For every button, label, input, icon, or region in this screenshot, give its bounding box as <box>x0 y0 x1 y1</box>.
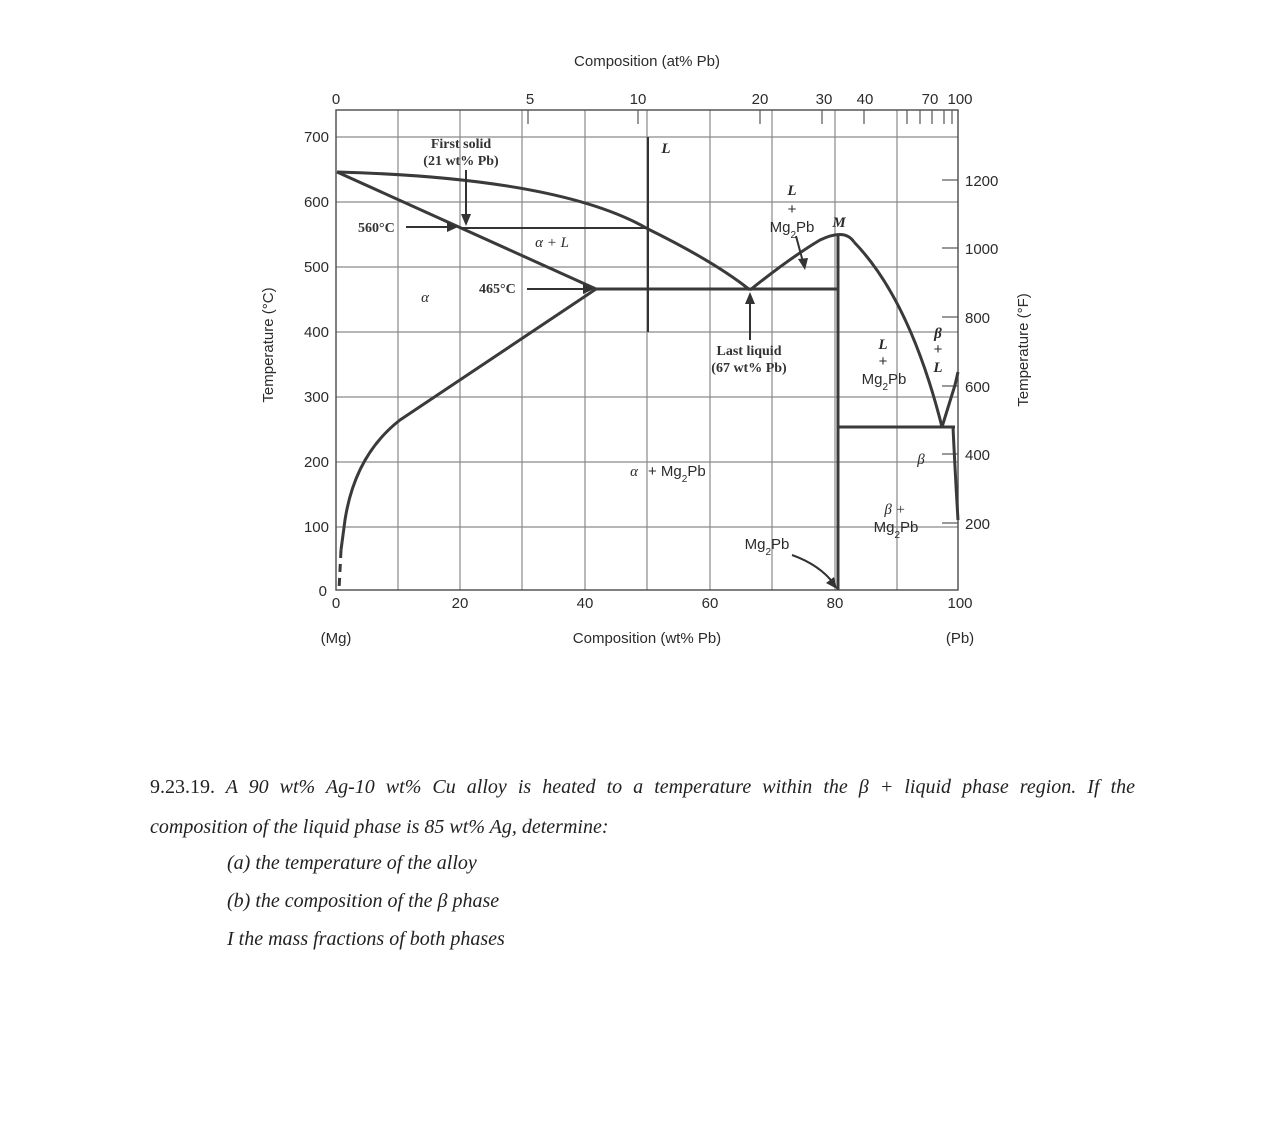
top-tick-label: 10 <box>629 91 647 108</box>
liquid-vertical-label: L <box>933 360 943 376</box>
mg2pb-mid-label: $Mg_2Pb$ <box>769 219 815 241</box>
region-labels <box>358 137 943 558</box>
alpha-mg2pb-compound: + $Mg_2Pb$ <box>648 463 706 485</box>
plus-vertical-label: + <box>933 341 943 358</box>
right-axis-title: Temperature (°F) <box>1015 293 1032 407</box>
bottom-tick-label: 100 <box>947 595 973 612</box>
left-tick-label: 600 <box>303 194 329 211</box>
top-tick-label: 0 <box>331 91 341 108</box>
left-axis-title: Temperature (°C) <box>260 287 277 403</box>
problem-part-c: I the mass fractions of both phases <box>227 928 505 950</box>
last-liquid-composition: (67 wt% Pb) <box>711 361 787 376</box>
alpha-mg2pb-alpha: α <box>630 464 638 480</box>
right-tick-label: 200 <box>965 516 991 533</box>
arrow-last-liquid-head <box>745 292 755 304</box>
plus-mid-label: + <box>787 201 797 218</box>
temperature-465-label: 465°C <box>479 282 516 297</box>
bottom-tick-label: 0 <box>331 595 341 612</box>
left-tick-label: 300 <box>303 389 329 406</box>
left-tick-label: 700 <box>303 129 329 146</box>
arrow-L-mg2pb <box>796 236 803 262</box>
end-label-mg: (Mg) <box>320 630 352 647</box>
alpha-region-label: α <box>421 290 429 306</box>
arrow-L-mg2pb-head <box>798 258 808 270</box>
beta-vertical-label: β <box>934 326 942 342</box>
beta-liquidus <box>942 372 958 427</box>
beta-solvus <box>953 427 958 520</box>
solvus-alpha <box>341 289 596 550</box>
liquid-right-label: L <box>878 337 888 353</box>
temperature-560-label: 560°C <box>358 221 395 236</box>
bottom-tick-label: 40 <box>576 595 594 612</box>
plus-right-label: + <box>878 353 888 370</box>
liquid-region-label: L <box>661 141 671 157</box>
problem-part-b: (b) the composition of the β phase <box>227 890 500 912</box>
beta-mg2pb-compound: $Mg_2Pb$ <box>873 519 919 541</box>
top-tick-labels <box>332 91 973 108</box>
liquidus-right <box>854 242 942 427</box>
liquid-mid-label: L <box>787 183 797 199</box>
solvus-alpha-dashed <box>339 550 341 590</box>
bottom-tick-label: 60 <box>701 595 719 612</box>
alpha-plus-liquid-label: α + L <box>535 235 569 251</box>
beta-mg2pb-beta: β + <box>884 502 906 518</box>
last-liquid-label: Last liquid <box>716 344 782 359</box>
end-label-pb: (Pb) <box>945 630 975 647</box>
bottom-axis-title: Composition (wt% Pb) <box>572 630 722 647</box>
top-tick-label: 20 <box>751 91 769 108</box>
bottom-tick-label: 20 <box>451 595 469 612</box>
top-tick-label: 30 <box>815 91 833 108</box>
bottom-tick-labels <box>332 595 973 612</box>
first-solid-label: First solid <box>430 137 492 152</box>
right-tick-label: 1000 <box>965 241 999 258</box>
liquidus-left <box>337 172 750 290</box>
top-tick-label: 70 <box>921 91 939 108</box>
arrow-first-solid-head <box>461 214 471 226</box>
congruent-point-M-label: M <box>832 215 846 231</box>
left-tick-label: 500 <box>303 259 329 276</box>
first-solid-composition: (21 wt% Pb) <box>423 154 499 169</box>
mg2pb-compound-label: $Mg_2Pb$ <box>744 536 790 558</box>
right-tick-label: 1200 <box>965 173 999 190</box>
left-tick-label: 100 <box>303 519 329 536</box>
left-tick-label: 200 <box>303 454 329 471</box>
right-tick-label: 400 <box>965 447 991 464</box>
problem-line-1-text: A 90 wt% Ag-10 wt% Cu alloy is heated to a temperature within the β + liquid phase region. If the <box>225 776 1135 798</box>
problem-part-a: (a) the temperature of the alloy <box>227 852 477 874</box>
left-tick-label: 0 <box>318 583 327 600</box>
right-tick-label: 800 <box>965 310 991 327</box>
arrow-mg2pb-bottom <box>792 555 834 584</box>
top-tick-label: 40 <box>856 91 874 108</box>
top-tick-label: 100 <box>947 91 973 108</box>
problem-number: 9.23.19. <box>150 776 215 798</box>
left-tick-labels <box>304 129 329 600</box>
bottom-tick-label: 80 <box>826 595 844 612</box>
mg2pb-right-label: $Mg_2Pb$ <box>861 371 907 393</box>
beta-region-label: β <box>917 452 925 468</box>
problem-line-1 <box>150 776 1135 799</box>
top-axis-title: Composition (at% Pb) <box>574 53 720 70</box>
top-tick-label: 5 <box>525 91 535 108</box>
left-tick-label: 400 <box>303 324 329 341</box>
right-tick-label: 600 <box>965 379 991 396</box>
axis-ticks <box>528 110 958 523</box>
problem-line-2: composition of the liquid phase is 85 wt% Ag, determine: <box>150 816 609 838</box>
right-tick-labels <box>965 173 998 533</box>
